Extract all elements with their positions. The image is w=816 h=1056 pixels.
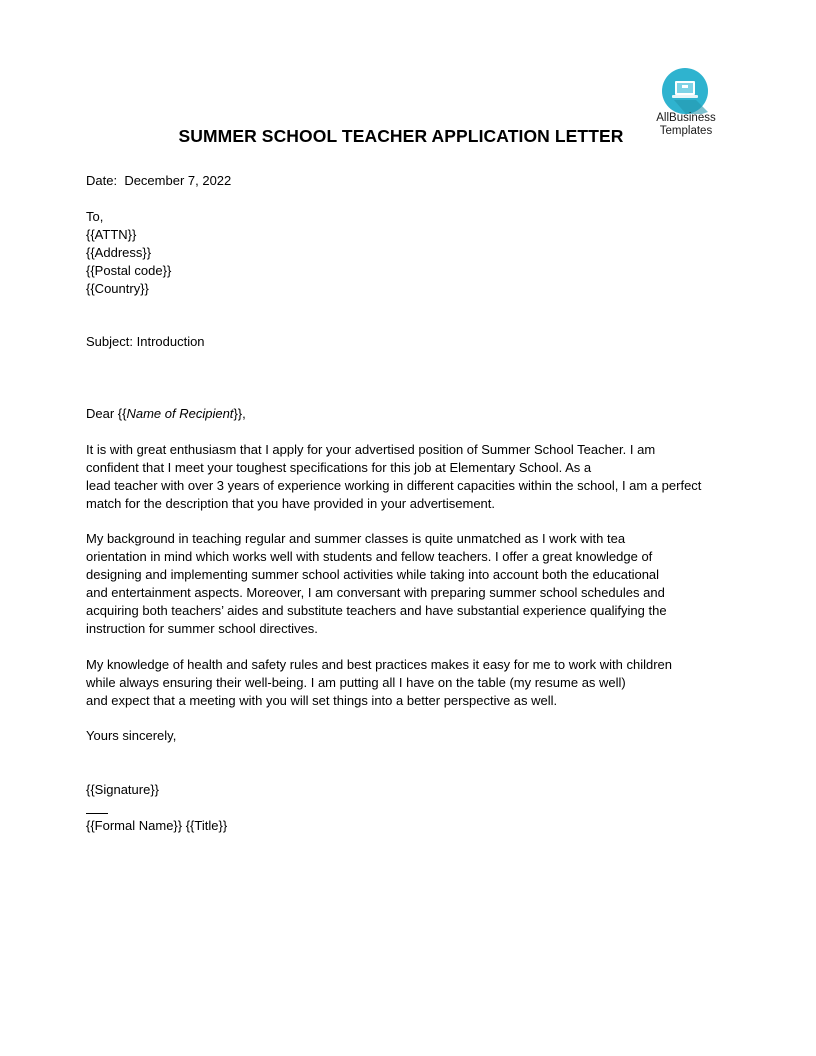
- paragraph-line: while always ensuring their well-being. I am putting all I have on the table (my resume as well): [86, 675, 626, 690]
- paragraph-line: and expect that a meeting with you will set things into a better perspective as well.: [86, 693, 558, 708]
- paragraph-line: My background in teaching regular and summer classes is quite unmatched as I work with tea: [86, 531, 626, 546]
- logo-line-1: AllBusiness: [656, 112, 716, 124]
- recipient-address: {{Address}}: [86, 245, 152, 260]
- paragraph-line: and entertainment aspects. Moreover, I am conversant with preparing summer school schedules and: [86, 585, 665, 600]
- paragraph-3: [86, 656, 746, 710]
- paragraph-line: My knowledge of health and safety rules and best practices makes it easy for me to work with children: [86, 657, 673, 672]
- document-title: SUMMER SCHOOL TEACHER APPLICATION LETTER: [178, 126, 624, 146]
- date-label: Date:: [86, 173, 118, 188]
- paragraph-1: [86, 441, 746, 513]
- paragraph-2: [86, 530, 746, 638]
- recipient-to: To,: [86, 209, 104, 224]
- logo-circle: [662, 68, 708, 114]
- paragraph-line: It is with great enthusiasm that I apply for your advertised position of Summer School Teacher. I am: [86, 442, 656, 457]
- paragraph-line: acquiring both teachers’ aides and substitute teachers and have substantial experience qualifying the: [86, 603, 667, 618]
- date-value: December 7, 2022: [124, 173, 232, 188]
- signature-rule: [86, 813, 108, 814]
- recipient-name: Name of Recipient: [126, 406, 234, 421]
- signature-placeholder: {{Signature}}: [86, 782, 160, 797]
- recipient-attn: {{ATTN}}: [86, 227, 137, 242]
- laptop-icon: [662, 68, 708, 114]
- salutation: [86, 405, 746, 423]
- date-line: [86, 172, 746, 190]
- paragraph-line: orientation in mind which works well with students and fellow teachers. I offer a great knowledge of: [86, 549, 653, 564]
- recipient-block: [86, 208, 746, 298]
- paragraph-line: match for the description that you have provided in your advertisement.: [86, 496, 495, 511]
- subject-line: [86, 333, 746, 351]
- formal-name: {{Formal Name}} {{Title}}: [86, 818, 228, 833]
- recipient-country: {{Country}}: [86, 281, 149, 296]
- logo-line-2: Templates: [659, 125, 713, 137]
- paragraph-line: lead teacher with over 3 years of experience working in different capacities within the school, I am a perfect: [86, 478, 702, 493]
- salutation-prefix: Dear {{: [86, 406, 127, 421]
- paragraph-line: designing and implementing summer school activities while taking into account both the educational: [86, 567, 660, 582]
- paragraph-line: confident that I meet your toughest specifications for this job at Elementary School. As a: [86, 460, 592, 475]
- paragraph-line: instruction for summer school directives.: [86, 621, 318, 636]
- salutation-suffix: }},: [233, 406, 246, 421]
- subject-value: Introduction: [136, 334, 205, 349]
- subject-label: Subject:: [86, 334, 133, 349]
- closing: Yours sincerely,: [86, 728, 177, 743]
- recipient-postal: {{Postal code}}: [86, 263, 172, 278]
